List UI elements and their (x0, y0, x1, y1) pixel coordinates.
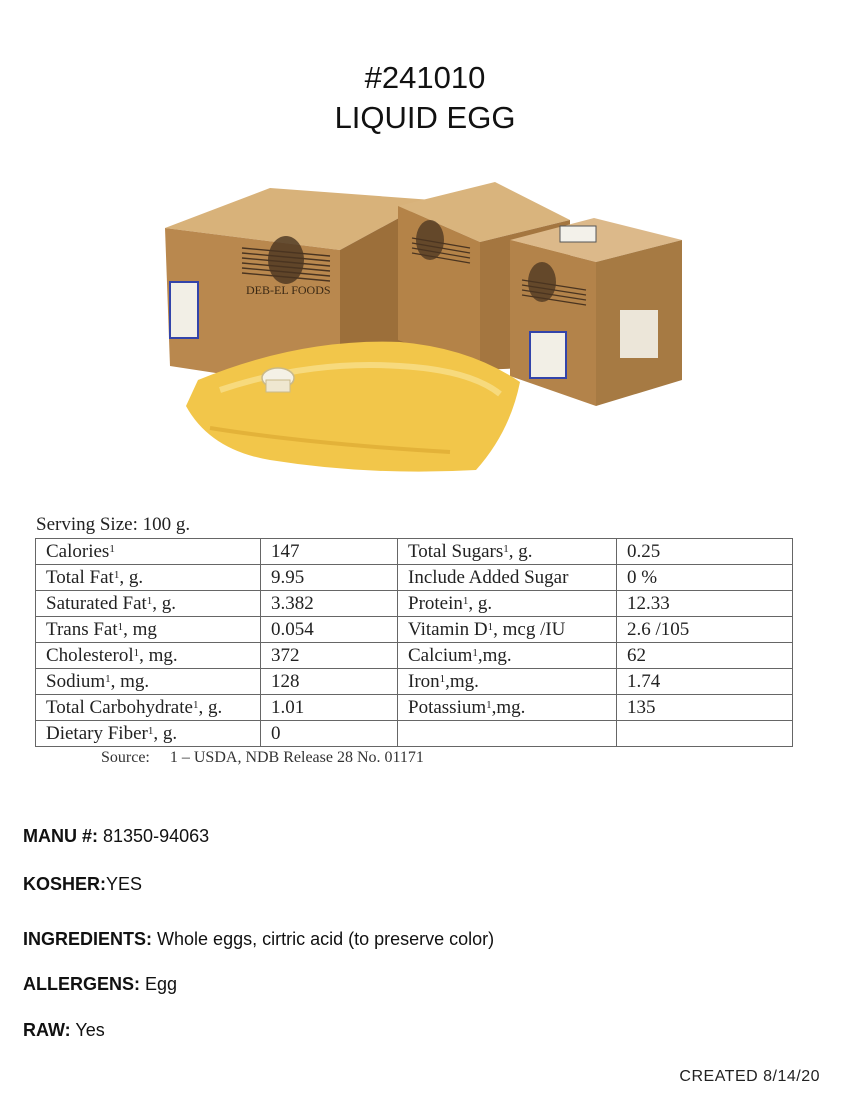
ingredients-field (23, 929, 494, 950)
item-number: #241010 (364, 60, 486, 95)
nutrient-value: 1.74 (617, 669, 793, 695)
serving-size: Serving Size: 100 g. (36, 514, 191, 535)
nutrient-name: Trans Fat$^1$, mg (36, 617, 261, 643)
nutrient-value: 0 (261, 721, 398, 747)
kosher-label: KOSHER: (23, 874, 107, 894)
kosher-field (23, 874, 142, 895)
manu-field (23, 826, 209, 847)
nutrient-value: 0 % (617, 565, 793, 591)
nutrient-name: Total Carbohydrate$^1$, g. (36, 695, 261, 721)
nutrient-value: 1.01 (261, 695, 398, 721)
product-photo (150, 170, 710, 490)
source-note (101, 749, 424, 767)
source-label: Source: (101, 749, 150, 766)
nutrition-row (36, 669, 793, 695)
nutrition-row (36, 565, 793, 591)
raw-label: RAW: (23, 1020, 71, 1040)
nutrient-name: Sodium$^1$, mg. (36, 669, 261, 695)
raw-value: Yes (75, 1020, 105, 1040)
raw-field (23, 1020, 105, 1041)
allergens-field (23, 974, 177, 995)
nutrient-value: 0.25 (617, 539, 793, 565)
nutrient-value: 3.382 (261, 591, 398, 617)
created-date: CREATED 8/14/20 (679, 1068, 820, 1085)
nutrient-value (617, 721, 793, 747)
nutrient-value: 12.33 (617, 591, 793, 617)
nutrition-row (36, 721, 793, 747)
nutrient-name: Dietary Fiber$^1$, g. (36, 721, 261, 747)
box-small-side (510, 240, 596, 406)
source-text: 1 – USDA, NDB Release 28 No. 01171 (169, 749, 424, 766)
nutrient-name: Saturated Fat$^1$, g. (36, 591, 261, 617)
box-brand-text: DEB-EL FOODS (246, 283, 331, 297)
nutrient-name: Potassium$^1$,mg. (398, 695, 617, 721)
allergens-label: ALLERGENS: (23, 974, 140, 994)
kosher-value: YES (106, 874, 143, 894)
nutrient-name (398, 721, 617, 747)
nutrient-name: Include Added Sugar (398, 565, 617, 591)
nutrient-name: Cholesterol$^1$, mg. (36, 643, 261, 669)
manu-label: MANU #: (23, 826, 98, 846)
nutrition-row (36, 591, 793, 617)
nutrient-value: 9.95 (261, 565, 398, 591)
nutrient-value: 128 (261, 669, 398, 695)
product-name: LIQUID EGG (334, 100, 516, 135)
nutrient-value: 2.6 /105 (617, 617, 793, 643)
ingredients-value: Whole eggs, cirtric acid (to preserve color) (157, 929, 495, 949)
nutrition-row (36, 643, 793, 669)
nutrient-name: Total Fat$^1$, g. (36, 565, 261, 591)
nutrient-name: Vitamin $D^1$, mcg /IU (398, 617, 617, 643)
nutrient-value: 62 (617, 643, 793, 669)
nutrition-row (36, 539, 793, 565)
ingredients-label: INGREDIENTS: (23, 929, 153, 949)
nutrient-name: Calcium$^1$,mg. (398, 643, 617, 669)
nutrient-value: 147 (261, 539, 398, 565)
nutrient-name: Iron$^1$,mg. (398, 669, 617, 695)
nutrient-value: 135 (617, 695, 793, 721)
nutrient-name: Calories$^1$ (36, 539, 261, 565)
manu-value: 81350-94063 (103, 826, 210, 846)
nutrient-name: Total Sugars$^1$, g. (398, 539, 617, 565)
nutrient-value: 0.054 (261, 617, 398, 643)
nutrition-table (35, 538, 793, 747)
allergens-value: Egg (145, 974, 178, 994)
nutrient-value: 372 (261, 643, 398, 669)
nutrition-row (36, 695, 793, 721)
nutrition-row (36, 617, 793, 643)
nutrient-name: Protein$^1$, g. (398, 591, 617, 617)
